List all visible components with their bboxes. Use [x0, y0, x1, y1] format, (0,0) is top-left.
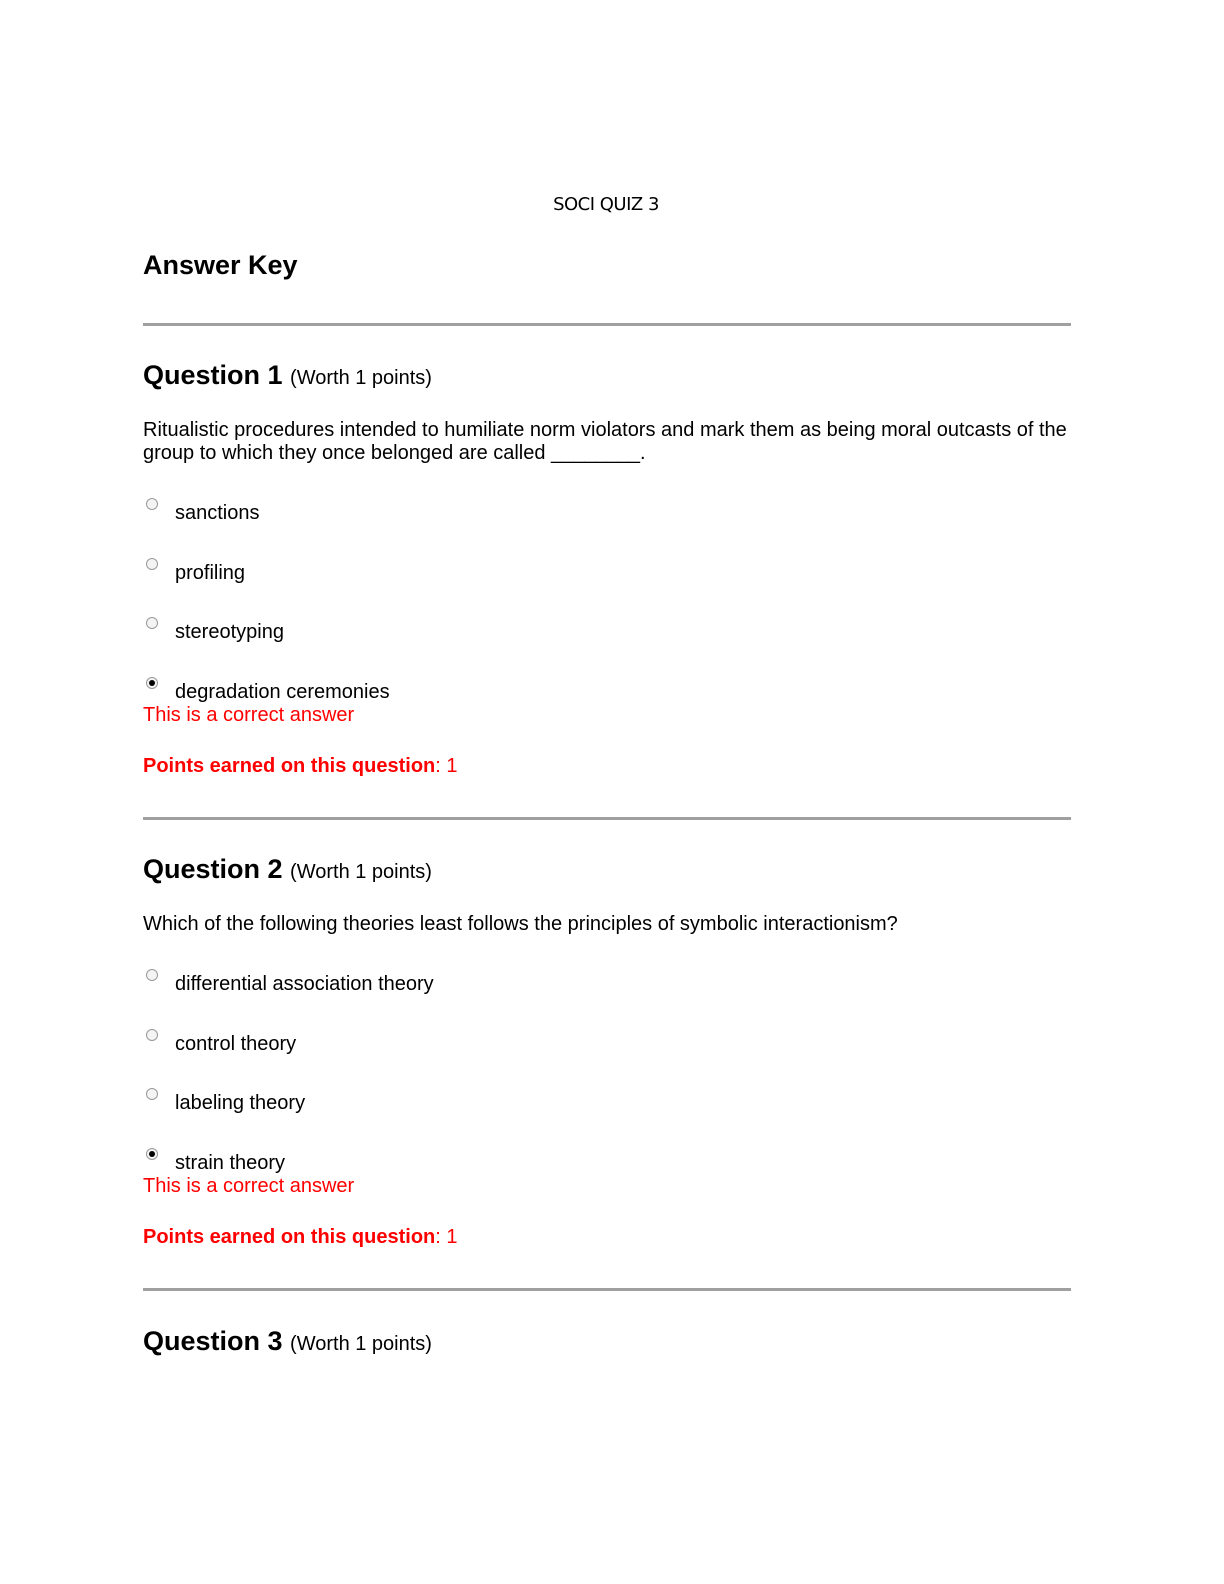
question-worth: (Worth 1 points) [290, 367, 432, 389]
document-title: SOCI QUIZ 3 [553, 194, 659, 215]
radio-button[interactable] [146, 1088, 158, 1100]
option-label: sanctions [175, 502, 260, 524]
radio-button[interactable] [146, 1029, 158, 1041]
radio-button[interactable] [146, 617, 158, 629]
option-label: profiling [175, 562, 246, 584]
question-2-heading [143, 854, 432, 885]
points-value: : 1 [435, 1226, 458, 1248]
correct-answer-feedback: This is a correct answer [143, 704, 355, 726]
points-earned [143, 1226, 458, 1249]
question-1-heading [143, 360, 432, 391]
radio-button[interactable] [146, 498, 158, 510]
option-label: control theory [175, 1033, 297, 1055]
option-label: degradation ceremonies [175, 681, 390, 703]
radio-button[interactable] [146, 558, 158, 570]
points-label: Points earned on this question [143, 755, 436, 777]
question-3-heading [143, 1326, 432, 1357]
question-1-text: Ritualistic procedures intended to humiliate norm violators and mark them as being moral outcasts of the group to which they once belonged are called ________. [143, 419, 1067, 464]
points-value: : 1 [435, 755, 458, 777]
divider [143, 817, 1071, 820]
divider [143, 323, 1071, 326]
option-label: labeling theory [175, 1092, 306, 1114]
question-label: Question 1 [143, 360, 283, 390]
radio-button-selected[interactable] [146, 1148, 158, 1160]
option-label: strain theory [175, 1152, 286, 1174]
option-label: differential association theory [175, 973, 434, 995]
divider [143, 1288, 1071, 1291]
question-2-text: Which of the following theories least follows the principles of symbolic interactionism? [143, 913, 898, 935]
page-heading: Answer Key [143, 250, 298, 280]
question-label: Question 2 [143, 854, 283, 884]
correct-answer-feedback: This is a correct answer [143, 1175, 355, 1197]
option-label: stereotyping [175, 621, 284, 643]
question-worth: (Worth 1 points) [290, 861, 432, 883]
question-worth: (Worth 1 points) [290, 1333, 432, 1355]
points-label: Points earned on this question [143, 1226, 436, 1248]
radio-button[interactable] [146, 969, 158, 981]
radio-button-selected[interactable] [146, 677, 158, 689]
points-earned [143, 755, 458, 778]
question-label: Question 3 [143, 1326, 283, 1356]
